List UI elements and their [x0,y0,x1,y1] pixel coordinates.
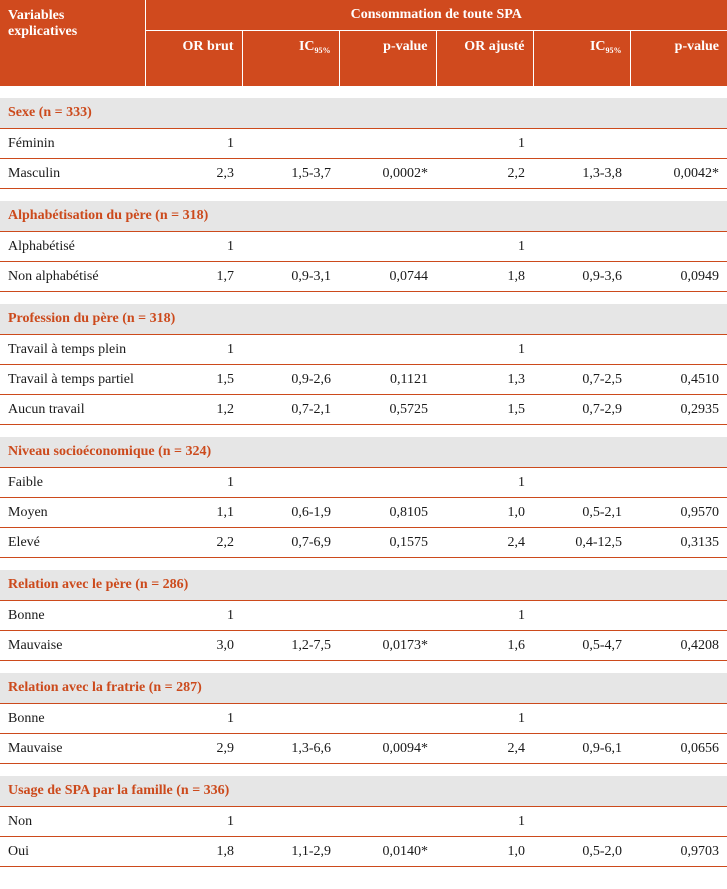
section-title: Relation avec le père (n = 286) [0,570,727,601]
column-header-subscript: 95% [605,46,622,55]
table-cell [242,807,339,837]
table-cell: 2,4 [436,734,533,764]
table-cell: 1,0 [436,837,533,867]
section-header-row [0,201,727,232]
column-header-label: p-value [383,39,428,54]
table-row [0,262,727,292]
table-cell [339,232,436,262]
row-label: Faible [0,468,145,498]
table-cell [339,601,436,631]
table-cell: 1 [145,807,242,837]
table-cell [630,704,727,734]
section-spacer [0,425,727,438]
table-cell: 0,3135 [630,528,727,558]
column-header-label: IC [298,39,315,54]
table-row [0,232,727,262]
table-cell: 1,3 [436,365,533,395]
section-title: Sexe (n = 333) [0,98,727,129]
table-cell: 0,1121 [339,365,436,395]
table-cell: 1 [145,335,242,365]
table-cell [533,807,630,837]
row-label: Non alphabétisé [0,262,145,292]
table-cell: 0,4-12,5 [533,528,630,558]
table-cell: 1,5 [436,395,533,425]
section-header-row [0,776,727,807]
table-cell: 0,4208 [630,631,727,661]
table-cell: 1 [145,129,242,159]
table-cell [339,807,436,837]
table-cell: 1,6 [436,631,533,661]
section-header-row [0,437,727,468]
table-cell: 0,9-3,6 [533,262,630,292]
section-title: Niveau socioéconomique (n = 324) [0,437,727,468]
table-cell [339,335,436,365]
group-header: Consommation de toute SPA [145,0,727,31]
row-label: Mauvaise [0,631,145,661]
section-header-row [0,98,727,129]
table-cell: 0,0094* [339,734,436,764]
table-cell [242,232,339,262]
column-header-subscript: 95% [314,46,331,55]
column-header [630,31,727,87]
column-header-label: OR brut [182,39,234,54]
table-row [0,159,727,189]
table-cell [242,468,339,498]
section-spacer [0,86,727,98]
table-cell: 0,7-2,5 [533,365,630,395]
table-row [0,601,727,631]
table-cell: 0,0173* [339,631,436,661]
section-spacer [0,558,727,571]
table-cell [242,704,339,734]
table-cell: 1,2 [145,395,242,425]
table-cell [630,335,727,365]
table-cell [339,129,436,159]
table-cell [630,232,727,262]
column-header-label: OR ajusté [464,39,525,54]
table-cell: 0,9-6,1 [533,734,630,764]
table-row [0,335,727,365]
table-cell: 0,9570 [630,498,727,528]
table-cell: 0,7-2,9 [533,395,630,425]
table-cell [533,704,630,734]
row-label: Masculin [0,159,145,189]
table-cell: 0,0042* [630,159,727,189]
table-cell [630,807,727,837]
table-cell: 2,2 [436,159,533,189]
table-cell: 1 [436,335,533,365]
table-cell: 0,5725 [339,395,436,425]
table-cell: 0,0002* [339,159,436,189]
row-label: Travail à temps plein [0,335,145,365]
table-cell [339,704,436,734]
section-spacer [0,661,727,674]
table-row [0,704,727,734]
table-cell: 1,3-6,6 [242,734,339,764]
table-cell [242,335,339,365]
table-cell: 2,3 [145,159,242,189]
table-cell: 0,7-2,1 [242,395,339,425]
row-label: Elevé [0,528,145,558]
table-cell [533,232,630,262]
variables-header-line2: explicatives [8,24,78,39]
table-cell: 1,8 [145,837,242,867]
row-label: Bonne [0,704,145,734]
table-cell: 1 [436,232,533,262]
table-cell: 1,3-3,8 [533,159,630,189]
table-cell [630,601,727,631]
table-cell [533,129,630,159]
table-cell: 0,5-4,7 [533,631,630,661]
table-cell: 0,5-2,0 [533,837,630,867]
table-cell: 1,1 [145,498,242,528]
table-cell: 1 [145,704,242,734]
table-row [0,734,727,764]
table-cell: 1 [436,468,533,498]
table-cell: 0,8105 [339,498,436,528]
table-cell: 1,5 [145,365,242,395]
variables-header-line1: Variables [8,8,65,23]
section-title: Usage de SPA par la famille (n = 336) [0,776,727,807]
table-cell [533,335,630,365]
table-cell: 1 [436,807,533,837]
table-cell: 2,9 [145,734,242,764]
row-label: Aucun travail [0,395,145,425]
section-header-row [0,570,727,601]
table-cell: 1 [436,704,533,734]
table-cell: 0,4510 [630,365,727,395]
column-header [242,31,339,87]
row-label: Travail à temps partiel [0,365,145,395]
column-header [145,31,242,87]
section-header-row [0,304,727,335]
table-cell [630,468,727,498]
row-label: Bonne [0,601,145,631]
column-header-label: p-value [674,39,719,54]
table-cell: 1,0 [436,498,533,528]
table-cell: 0,6-1,9 [242,498,339,528]
table-cell: 1,2-7,5 [242,631,339,661]
table-cell [533,468,630,498]
table-cell: 2,4 [436,528,533,558]
table-row [0,807,727,837]
table-cell: 1 [145,601,242,631]
table-cell: 0,1575 [339,528,436,558]
table-cell: 1 [145,232,242,262]
section-spacer [0,764,727,777]
table-cell [242,601,339,631]
section-spacer [0,292,727,305]
row-label: Non [0,807,145,837]
table-cell: 0,5-2,1 [533,498,630,528]
section-header-row [0,673,727,704]
table-cell [533,601,630,631]
row-label: Oui [0,837,145,867]
column-header [436,31,533,87]
table-cell: 0,9-3,1 [242,262,339,292]
table-cell: 0,0656 [630,734,727,764]
column-header [533,31,630,87]
column-header [339,31,436,87]
table-cell [242,129,339,159]
table-cell: 1,8 [436,262,533,292]
table-cell: 0,9-2,6 [242,365,339,395]
variables-header [0,0,145,86]
section-title: Profession du père (n = 318) [0,304,727,335]
table-row [0,468,727,498]
section-spacer [0,189,727,202]
table-cell: 0,0140* [339,837,436,867]
table-row [0,365,727,395]
table-cell: 0,7-6,9 [242,528,339,558]
table-cell: 2,2 [145,528,242,558]
table-cell: 3,0 [145,631,242,661]
row-label: Moyen [0,498,145,528]
row-label: Féminin [0,129,145,159]
table-row [0,129,727,159]
table-row [0,498,727,528]
table-cell: 1 [436,601,533,631]
column-header-label: IC [589,39,606,54]
table-cell: 1,7 [145,262,242,292]
section-title: Relation avec la fratrie (n = 287) [0,673,727,704]
table-cell: 1,1-2,9 [242,837,339,867]
table-cell [630,129,727,159]
table-cell [339,468,436,498]
section-title: Alphabétisation du père (n = 318) [0,201,727,232]
table-row [0,837,727,867]
table-cell: 0,2935 [630,395,727,425]
table-row [0,528,727,558]
table-cell: 0,0744 [339,262,436,292]
table-cell: 1 [436,129,533,159]
table-cell: 0,0949 [630,262,727,292]
table-row [0,395,727,425]
row-label: Alphabétisé [0,232,145,262]
table-row [0,631,727,661]
table-cell: 0,9703 [630,837,727,867]
table-cell: 1,5-3,7 [242,159,339,189]
row-label: Mauvaise [0,734,145,764]
table-cell: 1 [145,468,242,498]
